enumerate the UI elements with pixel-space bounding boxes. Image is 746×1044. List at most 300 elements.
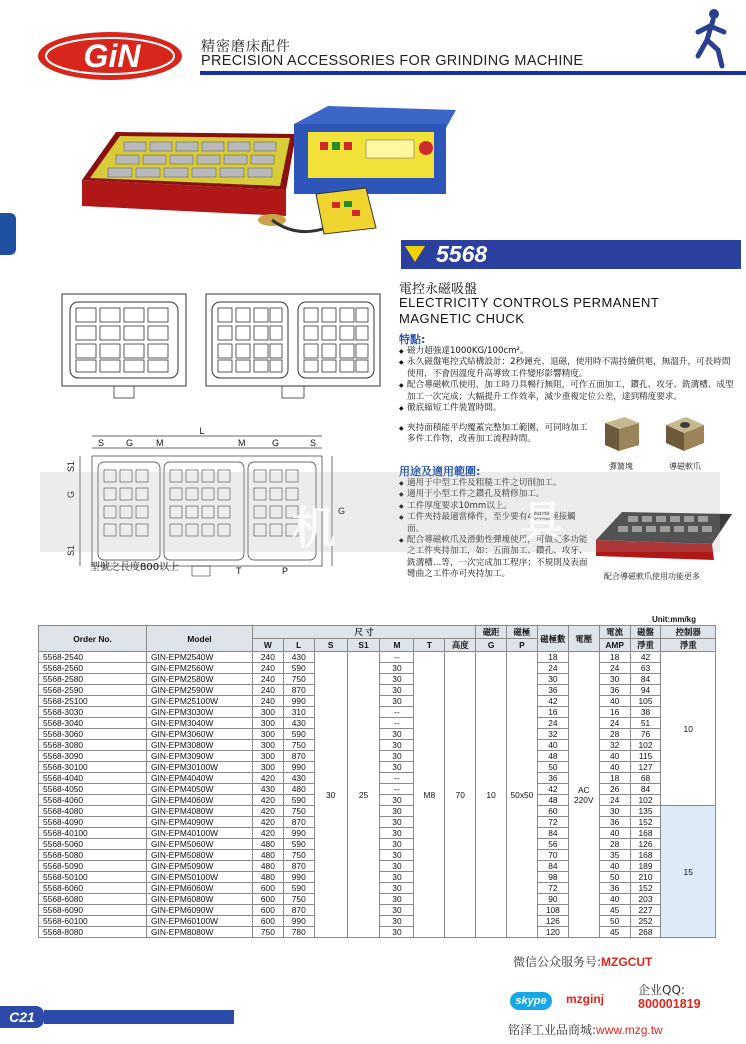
wechat-id: MZGCUT bbox=[601, 955, 653, 969]
order-no-cell: 5568-2590 bbox=[39, 685, 147, 696]
dim-label-S: S bbox=[310, 438, 317, 448]
order-no-cell: 5568-2540 bbox=[39, 652, 147, 663]
m-cell: 30 bbox=[380, 861, 414, 872]
length-cell: 590 bbox=[283, 729, 314, 740]
current-cell: 16 bbox=[599, 707, 630, 718]
product-photo bbox=[76, 98, 460, 250]
watermark-char: 机 bbox=[292, 503, 336, 554]
length-cell: 870 bbox=[283, 861, 314, 872]
width-cell: 480 bbox=[252, 872, 283, 883]
feature-item: ◆ 永久磁盤電控式結構設計：2秒鐘充、退磁，使用時不需持續供電，無溫升，可長時間使用，不會因溫度升高導致工件變形影響精度。 bbox=[399, 357, 735, 380]
table-header-row bbox=[39, 626, 716, 639]
current-cell: 40 bbox=[599, 762, 630, 773]
col-P: P bbox=[507, 639, 538, 652]
feature-item: ◆ 徹底縮短工件裝置時間。 bbox=[399, 403, 735, 414]
m-cell: -- bbox=[380, 652, 414, 663]
length-cell: 750 bbox=[283, 740, 314, 751]
current-cell: 24 bbox=[599, 795, 630, 806]
current-cell: 40 bbox=[599, 894, 630, 905]
dim-label-S1: S1 bbox=[66, 544, 76, 556]
width-cell: 240 bbox=[252, 674, 283, 685]
length-cell: 430 bbox=[283, 652, 314, 663]
model-code: 5568 bbox=[436, 241, 488, 267]
page-number: C21 bbox=[0, 1006, 44, 1028]
pole-count-cell: 42 bbox=[537, 784, 568, 795]
model-cell: GIN-EPM4090W bbox=[147, 817, 253, 828]
length-cell: 990 bbox=[283, 696, 314, 707]
order-no-cell: 5568-6080 bbox=[39, 894, 147, 905]
m-cell: 30 bbox=[380, 839, 414, 850]
qq-number: 800001819 bbox=[638, 997, 701, 1011]
width-cell: 600 bbox=[252, 916, 283, 927]
controller-cell: 10 bbox=[661, 652, 716, 806]
width-cell: 420 bbox=[252, 806, 283, 817]
width-cell: 420 bbox=[252, 773, 283, 784]
model-cell: GIN-EPM3040W bbox=[147, 718, 253, 729]
m-cell: 30 bbox=[380, 905, 414, 916]
current-cell: 18 bbox=[599, 652, 630, 663]
width-cell: 300 bbox=[252, 762, 283, 773]
width-cell: 420 bbox=[252, 828, 283, 839]
weight-cell: 51 bbox=[630, 718, 661, 729]
features-list bbox=[399, 346, 735, 414]
m-cell: -- bbox=[380, 784, 414, 795]
controller-cell: 15 bbox=[661, 806, 716, 938]
current-cell: 36 bbox=[599, 685, 630, 696]
pole-count-cell: 60 bbox=[537, 806, 568, 817]
length-cell: 590 bbox=[283, 663, 314, 674]
m-cell: 30 bbox=[380, 762, 414, 773]
order-no-cell: 5568-4090 bbox=[39, 817, 147, 828]
width-cell: 420 bbox=[252, 817, 283, 828]
pole-count-cell: 50 bbox=[537, 762, 568, 773]
weight-cell: 38 bbox=[630, 707, 661, 718]
s1-cell: 25 bbox=[347, 652, 380, 938]
order-no-cell: 5568-3080 bbox=[39, 740, 147, 751]
width-cell: 300 bbox=[252, 751, 283, 762]
current-cell: 50 bbox=[599, 872, 630, 883]
length-cell: 480 bbox=[283, 784, 314, 795]
chuck-drawing-single bbox=[60, 292, 190, 402]
order-no-cell: 5568-2560 bbox=[39, 663, 147, 674]
col-size-group: 尺 寸 bbox=[252, 626, 475, 639]
current-cell: 45 bbox=[599, 905, 630, 916]
current-cell: 36 bbox=[599, 817, 630, 828]
model-cell: GIN-EPM3080W bbox=[147, 740, 253, 751]
m-cell: 30 bbox=[380, 674, 414, 685]
current-cell: 40 bbox=[599, 751, 630, 762]
length-cell: 590 bbox=[283, 839, 314, 850]
length-cell: 430 bbox=[283, 718, 314, 729]
current-cell: 28 bbox=[599, 839, 630, 850]
s-cell: 30 bbox=[314, 652, 347, 938]
weight-cell: 135 bbox=[630, 806, 661, 817]
length-cell: 990 bbox=[283, 872, 314, 883]
model-cell: GIN-EPM8080W bbox=[147, 927, 253, 938]
application-item: ◆ 工件夾持最適當條件，至少要有4個磁極接觸面。 bbox=[399, 512, 589, 535]
m-cell: 30 bbox=[380, 740, 414, 751]
col-L: L bbox=[283, 639, 314, 652]
pole-count-cell: 42 bbox=[537, 696, 568, 707]
dim-label-P: P bbox=[282, 566, 289, 576]
width-cell: 240 bbox=[252, 652, 283, 663]
width-cell: 300 bbox=[252, 740, 283, 751]
col-weight: 磁盤 bbox=[630, 626, 661, 639]
model-cell: GIN-EPM2580W bbox=[147, 674, 253, 685]
side-tab bbox=[0, 213, 16, 255]
length-cell: 870 bbox=[283, 751, 314, 762]
m-cell: 30 bbox=[380, 729, 414, 740]
col-amp: AMP bbox=[599, 639, 630, 652]
weight-cell: 126 bbox=[630, 839, 661, 850]
model-cell: GIN-EPM30100W bbox=[147, 762, 253, 773]
m-cell: 30 bbox=[380, 795, 414, 806]
product-name-en-line2: MAGNETIC CHUCK bbox=[399, 311, 525, 326]
pole-count-cell: 36 bbox=[537, 773, 568, 784]
current-cell: 30 bbox=[599, 806, 630, 817]
dim-label-G: G bbox=[272, 438, 280, 448]
soft-jaw-image bbox=[662, 411, 706, 455]
length-cell: 780 bbox=[283, 927, 314, 938]
pallet-caption: 配合導磁軟爪使用功能更多 bbox=[604, 572, 700, 581]
product-name-en-line1: ELECTRICITY CONTROLS PERMANENT bbox=[399, 295, 660, 310]
col-current: 電流 bbox=[599, 626, 630, 639]
weight-cell: 94 bbox=[630, 685, 661, 696]
width-cell: 480 bbox=[252, 850, 283, 861]
length-cell: 750 bbox=[283, 806, 314, 817]
current-cell: 40 bbox=[599, 696, 630, 707]
page-bar bbox=[44, 1010, 234, 1024]
mall-url[interactable]: www.mzg.tw bbox=[596, 1023, 663, 1037]
m-cell: 30 bbox=[380, 663, 414, 674]
order-no-cell: 5568-6090 bbox=[39, 905, 147, 916]
pole-count-cell: 108 bbox=[537, 905, 568, 916]
pole-count-cell: 120 bbox=[537, 927, 568, 938]
feature-item: ◆ 磁力超強達1000KG/100cm²。 bbox=[399, 346, 735, 357]
width-cell: 600 bbox=[252, 883, 283, 894]
m-cell: 30 bbox=[380, 828, 414, 839]
watermark-char: 具 bbox=[520, 497, 564, 548]
features-title: 特點: bbox=[399, 333, 426, 346]
col-pole-count: 磁極數 bbox=[537, 626, 568, 652]
weight-cell: 227 bbox=[630, 905, 661, 916]
m-cell: -- bbox=[380, 718, 414, 729]
model-cell: GIN-EPM5090W bbox=[147, 861, 253, 872]
pole-count-cell: 16 bbox=[537, 707, 568, 718]
model-cell: GIN-EPM3090W bbox=[147, 751, 253, 762]
width-cell: 300 bbox=[252, 729, 283, 740]
pole-count-cell: 24 bbox=[537, 718, 568, 729]
table-body bbox=[39, 652, 716, 938]
model-cell: GIN-EPM4080W bbox=[147, 806, 253, 817]
length-cell: 590 bbox=[283, 795, 314, 806]
model-cell: GIN-EPM5060W bbox=[147, 839, 253, 850]
weight-cell: 268 bbox=[630, 927, 661, 938]
dim-label-G: G bbox=[66, 490, 76, 498]
application-item: ◆ 工件厚度要求10mm以上。 bbox=[399, 501, 589, 512]
spec-table bbox=[38, 625, 716, 938]
model-cell: GIN-EPM6080W bbox=[147, 894, 253, 905]
length-cell: 750 bbox=[283, 894, 314, 905]
applications-title: 用途及適用範圍: bbox=[399, 465, 481, 478]
col-G: G bbox=[476, 639, 507, 652]
unit-label: Unit:mm/kg bbox=[652, 615, 696, 624]
application-item: ◆ 適用于小型工件之鑽孔及精修加工。 bbox=[399, 489, 589, 500]
m-cell: 30 bbox=[380, 883, 414, 894]
m-cell: 30 bbox=[380, 850, 414, 861]
current-cell: 32 bbox=[599, 740, 630, 751]
col-pole-size: 磁極 bbox=[507, 626, 538, 639]
model-cell: GIN-EPM3060W bbox=[147, 729, 253, 740]
gin-logo bbox=[38, 26, 188, 82]
header-title-cn: 精密磨床配件 bbox=[201, 39, 291, 55]
model-cell: GIN-EPM2590W bbox=[147, 685, 253, 696]
weight-cell: 210 bbox=[630, 872, 661, 883]
brand-wordmark: GiN bbox=[83, 38, 141, 74]
pole-count-cell: 48 bbox=[537, 751, 568, 762]
pole-count-cell: 126 bbox=[537, 916, 568, 927]
col-M: M bbox=[380, 639, 414, 652]
voltage-line: AC bbox=[577, 784, 590, 795]
pole-count-cell: 24 bbox=[537, 663, 568, 674]
weight-cell: 105 bbox=[630, 696, 661, 707]
current-cell: 30 bbox=[599, 674, 630, 685]
order-no-cell: 5568-4060 bbox=[39, 795, 147, 806]
width-cell: 750 bbox=[252, 927, 283, 938]
length-cell: 990 bbox=[283, 762, 314, 773]
model-cell: GIN-EPM40100W bbox=[147, 828, 253, 839]
model-cell: GIN-EPM6060W bbox=[147, 883, 253, 894]
height-cell: 70 bbox=[445, 652, 476, 938]
weight-cell: 102 bbox=[630, 795, 661, 806]
col-W: W bbox=[252, 639, 283, 652]
watermark-band bbox=[40, 472, 720, 552]
dim-label-S1: S1 bbox=[66, 460, 76, 472]
col-pole-pitch: 磁距 bbox=[476, 626, 507, 639]
col-S1: S1 bbox=[347, 639, 380, 652]
current-cell: 26 bbox=[599, 784, 630, 795]
t-cell: M8 bbox=[414, 652, 445, 938]
weight-cell: 76 bbox=[630, 729, 661, 740]
weight-cell: 203 bbox=[630, 894, 661, 905]
length-cell: 590 bbox=[283, 883, 314, 894]
width-cell: 480 bbox=[252, 839, 283, 850]
mall-label: 铭泽工业品商城: bbox=[508, 1023, 597, 1037]
model-cell: GIN-EPM60100W bbox=[147, 916, 253, 927]
model-cell: GIN-EPM5080W bbox=[147, 850, 253, 861]
current-cell: 35 bbox=[599, 850, 630, 861]
skype-icon: skype bbox=[510, 992, 552, 1010]
triangle-icon bbox=[405, 246, 425, 262]
length-cell: 430 bbox=[283, 773, 314, 784]
m-cell: -- bbox=[380, 773, 414, 784]
col-S: S bbox=[314, 639, 347, 652]
order-no-cell: 5568-30100 bbox=[39, 762, 147, 773]
skype-id: mzginj bbox=[566, 992, 604, 1006]
current-cell: 36 bbox=[599, 883, 630, 894]
current-cell: 40 bbox=[599, 828, 630, 839]
width-cell: 420 bbox=[252, 795, 283, 806]
spring-block-image bbox=[599, 411, 643, 455]
model-cell: GIN-EPM4050W bbox=[147, 784, 253, 795]
length-cell: 990 bbox=[283, 916, 314, 927]
length-cell: 870 bbox=[283, 905, 314, 916]
weight-cell: 84 bbox=[630, 674, 661, 685]
pole-count-cell: 18 bbox=[537, 652, 568, 663]
order-no-cell: 5568-5060 bbox=[39, 839, 147, 850]
header-title-en: PRECISION ACCESSORIES FOR GRINDING MACHINE bbox=[201, 53, 584, 69]
feature-item: ◆ 夾持面積能平均覆蓋完整加工範圍，可同時加工多件工作物，改善加工流程時間。 bbox=[399, 423, 589, 446]
length-cell: 870 bbox=[283, 817, 314, 828]
m-cell: 30 bbox=[380, 894, 414, 905]
pole-count-cell: 84 bbox=[537, 861, 568, 872]
current-cell: 28 bbox=[599, 729, 630, 740]
model-cell: GIN-EPM6090W bbox=[147, 905, 253, 916]
voltage-line: 220V bbox=[573, 794, 594, 805]
p-cell: 50x50 bbox=[507, 652, 538, 938]
features-list-cont bbox=[399, 423, 589, 446]
application-item: ◆ 配合導磁軟爪及滑動性彈塊使用，可做更多功能之工件夾持加工，如：五面加工、鑽孔、攻牙、銑溝槽…等，一次完成加工程序；不規則及表面彎曲之工件亦可夾持加工。 bbox=[399, 535, 589, 581]
spring-block-label: 彈簧塊 bbox=[609, 462, 633, 471]
pole-count-cell: 40 bbox=[537, 740, 568, 751]
application-item: ◆ 適用于中型工件及粗糙工件之切削加工。 bbox=[399, 478, 589, 489]
m-cell: 30 bbox=[380, 696, 414, 707]
m-cell: 30 bbox=[380, 817, 414, 828]
model-cell: GIN-EPM2540W bbox=[147, 652, 253, 663]
header-rule bbox=[200, 71, 746, 75]
runner-icon bbox=[680, 6, 736, 70]
weight-cell: 127 bbox=[630, 762, 661, 773]
length-cell: 990 bbox=[283, 828, 314, 839]
model-cell: GIN-EPM4060W bbox=[147, 795, 253, 806]
col-model: Model bbox=[147, 626, 253, 652]
current-cell: 50 bbox=[599, 916, 630, 927]
current-cell: 24 bbox=[599, 663, 630, 674]
current-cell: 40 bbox=[599, 861, 630, 872]
order-no-cell: 5568-3090 bbox=[39, 751, 147, 762]
pole-count-cell: 72 bbox=[537, 817, 568, 828]
width-cell: 480 bbox=[252, 861, 283, 872]
weight-cell: 102 bbox=[630, 740, 661, 751]
width-cell: 600 bbox=[252, 894, 283, 905]
mall-line bbox=[508, 1021, 663, 1038]
order-no-cell: 5568-8080 bbox=[39, 927, 147, 938]
weight-cell: 68 bbox=[630, 773, 661, 784]
width-cell: 240 bbox=[252, 663, 283, 674]
pole-count-cell: 70 bbox=[537, 850, 568, 861]
pole-count-cell: 98 bbox=[537, 872, 568, 883]
pole-count-cell: 72 bbox=[537, 883, 568, 894]
width-cell: 240 bbox=[252, 696, 283, 707]
m-cell: 30 bbox=[380, 927, 414, 938]
weight-cell: 115 bbox=[630, 751, 661, 762]
order-no-cell: 5568-4080 bbox=[39, 806, 147, 817]
col-order-no: Order No. bbox=[39, 626, 147, 652]
weight-cell: 168 bbox=[630, 828, 661, 839]
width-cell: 300 bbox=[252, 707, 283, 718]
chuck-drawing-double bbox=[204, 292, 384, 402]
dim-label-L: L bbox=[199, 426, 205, 436]
dim-label-M: M bbox=[238, 438, 246, 448]
soft-jaw-label: 導磁軟爪 bbox=[669, 462, 701, 471]
model-cell: GIN-EPM4040W bbox=[147, 773, 253, 784]
qq-label: 企业QQ: bbox=[638, 983, 685, 997]
dim-label-G: G bbox=[126, 438, 134, 448]
product-name-cn: 電控永磁吸盤 bbox=[399, 282, 478, 297]
order-no-cell: 5568-5090 bbox=[39, 861, 147, 872]
m-cell: -- bbox=[380, 707, 414, 718]
order-no-cell: 5568-4050 bbox=[39, 784, 147, 795]
order-no-cell: 5568-25100 bbox=[39, 696, 147, 707]
col-height: 高度 bbox=[445, 639, 476, 652]
col-net-weight: 淨重 bbox=[630, 639, 661, 652]
m-cell: 30 bbox=[380, 872, 414, 883]
m-cell: 30 bbox=[380, 685, 414, 696]
dim-label-G: G bbox=[338, 506, 346, 516]
feature-item: ◆ 配合導磁軟爪使用，加工時刀具暢行無阻，可作五面加工，鑽孔、攻牙、銑溝槽、成型加工一次完成；大幅提升工作效率，減少重複定位公差，達到精度要求。 bbox=[399, 380, 735, 403]
weight-cell: 168 bbox=[630, 850, 661, 861]
pole-count-cell: 32 bbox=[537, 729, 568, 740]
col-T: T bbox=[414, 639, 445, 652]
order-no-cell: 5568-5080 bbox=[39, 850, 147, 861]
model-cell: GIN-EPM50100W bbox=[147, 872, 253, 883]
pole-count-cell: 90 bbox=[537, 894, 568, 905]
dim-label-S: S bbox=[98, 438, 105, 448]
dim-label-T: T bbox=[236, 566, 242, 576]
length-cell: 310 bbox=[283, 707, 314, 718]
wechat-label: 微信公众服务号: bbox=[513, 955, 602, 969]
pole-count-cell: 30 bbox=[537, 674, 568, 685]
order-no-cell: 5568-40100 bbox=[39, 828, 147, 839]
width-cell: 430 bbox=[252, 784, 283, 795]
weight-cell: 84 bbox=[630, 784, 661, 795]
m-cell: 30 bbox=[380, 916, 414, 927]
width-cell: 240 bbox=[252, 685, 283, 696]
model-cell: GIN-EPM2560W bbox=[147, 663, 253, 674]
order-no-cell: 5568-2580 bbox=[39, 674, 147, 685]
pole-count-cell: 56 bbox=[537, 839, 568, 850]
weight-cell: 152 bbox=[630, 817, 661, 828]
drawing-note: 型號之長度800以上 bbox=[90, 562, 180, 573]
pole-count-cell: 48 bbox=[537, 795, 568, 806]
wechat-line bbox=[513, 953, 652, 970]
weight-cell: 189 bbox=[630, 861, 661, 872]
order-no-cell: 5568-3040 bbox=[39, 718, 147, 729]
col-controller: 控制器 bbox=[661, 626, 716, 639]
order-no-cell: 5568-4040 bbox=[39, 773, 147, 784]
weight-cell: 252 bbox=[630, 916, 661, 927]
order-no-cell: 5568-6060 bbox=[39, 883, 147, 894]
length-cell: 870 bbox=[283, 685, 314, 696]
order-no-cell: 5568-3060 bbox=[39, 729, 147, 740]
model-cell: GIN-EPM25100W bbox=[147, 696, 253, 707]
m-cell: 30 bbox=[380, 806, 414, 817]
col-controller-weight: 淨重 bbox=[661, 639, 716, 652]
width-cell: 300 bbox=[252, 718, 283, 729]
current-cell: 24 bbox=[599, 718, 630, 729]
table-row bbox=[39, 652, 716, 663]
order-no-cell: 5568-3030 bbox=[39, 707, 147, 718]
g-cell: 10 bbox=[476, 652, 507, 938]
current-cell: 45 bbox=[599, 927, 630, 938]
weight-cell: 63 bbox=[630, 663, 661, 674]
voltage-cell bbox=[568, 652, 599, 938]
model-cell: GIN-EPM3030W bbox=[147, 707, 253, 718]
dim-label-M: M bbox=[156, 438, 164, 448]
pole-count-cell: 84 bbox=[537, 828, 568, 839]
col-voltage: 電壓 bbox=[568, 626, 599, 652]
length-cell: 750 bbox=[283, 850, 314, 861]
